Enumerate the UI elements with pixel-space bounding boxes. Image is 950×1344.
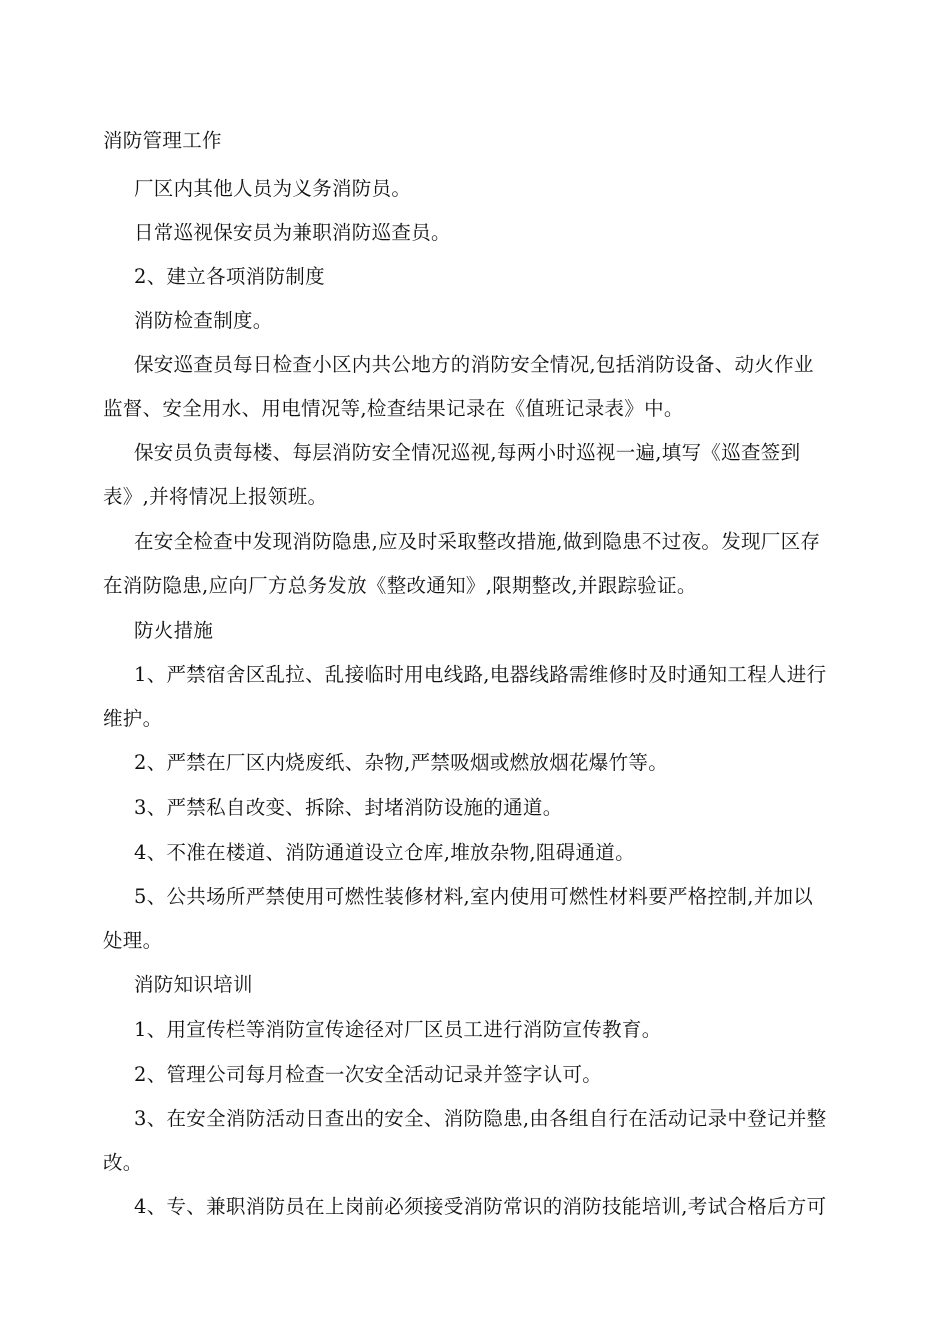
text-line: 改。 bbox=[103, 1151, 143, 1174]
text-line: 2、严禁在厂区内烧废纸、杂物,严禁吸烟或燃放烟花爆竹等。 bbox=[134, 751, 669, 774]
text-line: 日常巡视保安员为兼职消防巡查员。 bbox=[134, 221, 451, 244]
text-line: 监督、安全用水、用电情况等,检查结果记录在《值班记录表》中。 bbox=[103, 397, 684, 420]
text-line: 4、专、兼职消防员在上岗前必须接受消防常识的消防技能培训,考试合格后方可 bbox=[134, 1195, 827, 1218]
text-line: 3、在安全消防活动日查出的安全、消防隐患,由各组自行在活动记录中登记并整 bbox=[134, 1107, 827, 1130]
text-line: 维护。 bbox=[103, 707, 163, 730]
subsection-heading: 消防知识培训 bbox=[134, 973, 253, 996]
text-line: 表》,并将情况上报领班。 bbox=[103, 485, 328, 508]
text-line: 在消防隐患,应向厂方总务发放《整改通知》,限期整改,并跟踪验证。 bbox=[103, 574, 697, 597]
text-line: 5、公共场所严禁使用可燃性装修材料,室内使用可燃性材料要严格控制,并加以 bbox=[134, 885, 814, 908]
text-line: 保安巡查员每日检查小区内共公地方的消防安全情况,包括消防设备、动火作业 bbox=[134, 353, 814, 376]
text-line: 保安员负责每楼、每层消防安全情况巡视,每两小时巡视一遍,填写《巡查签到 bbox=[134, 441, 801, 464]
text-line: 处理。 bbox=[103, 929, 163, 952]
text-line: 3、严禁私自改变、拆除、封堵消防设施的通道。 bbox=[134, 796, 563, 819]
text-line: 1、用宣传栏等消防宣传途径对厂区员工进行消防宣传教育。 bbox=[134, 1018, 662, 1041]
document-heading: 消防管理工作 bbox=[103, 129, 222, 152]
subsection-heading: 消防检查制度。 bbox=[134, 309, 273, 332]
section-heading: 2、建立各项消防制度 bbox=[134, 265, 325, 288]
text-line: 4、不准在楼道、消防通道设立仓库,堆放杂物,阻碍通道。 bbox=[134, 841, 635, 864]
subsection-heading: 防火措施 bbox=[134, 619, 214, 642]
text-line: 在安全检查中发现消防隐患,应及时采取整改措施,做到隐患不过夜。发现厂区存 bbox=[134, 530, 821, 553]
text-line: 2、管理公司每月检查一次安全活动记录并签字认可。 bbox=[134, 1063, 603, 1086]
text-line: 1、严禁宿舍区乱拉、乱接临时用电线路,电器线路需维修时及时通知工程人进行 bbox=[134, 663, 827, 686]
text-line: 厂区内其他人员为义务消防员。 bbox=[134, 177, 412, 200]
